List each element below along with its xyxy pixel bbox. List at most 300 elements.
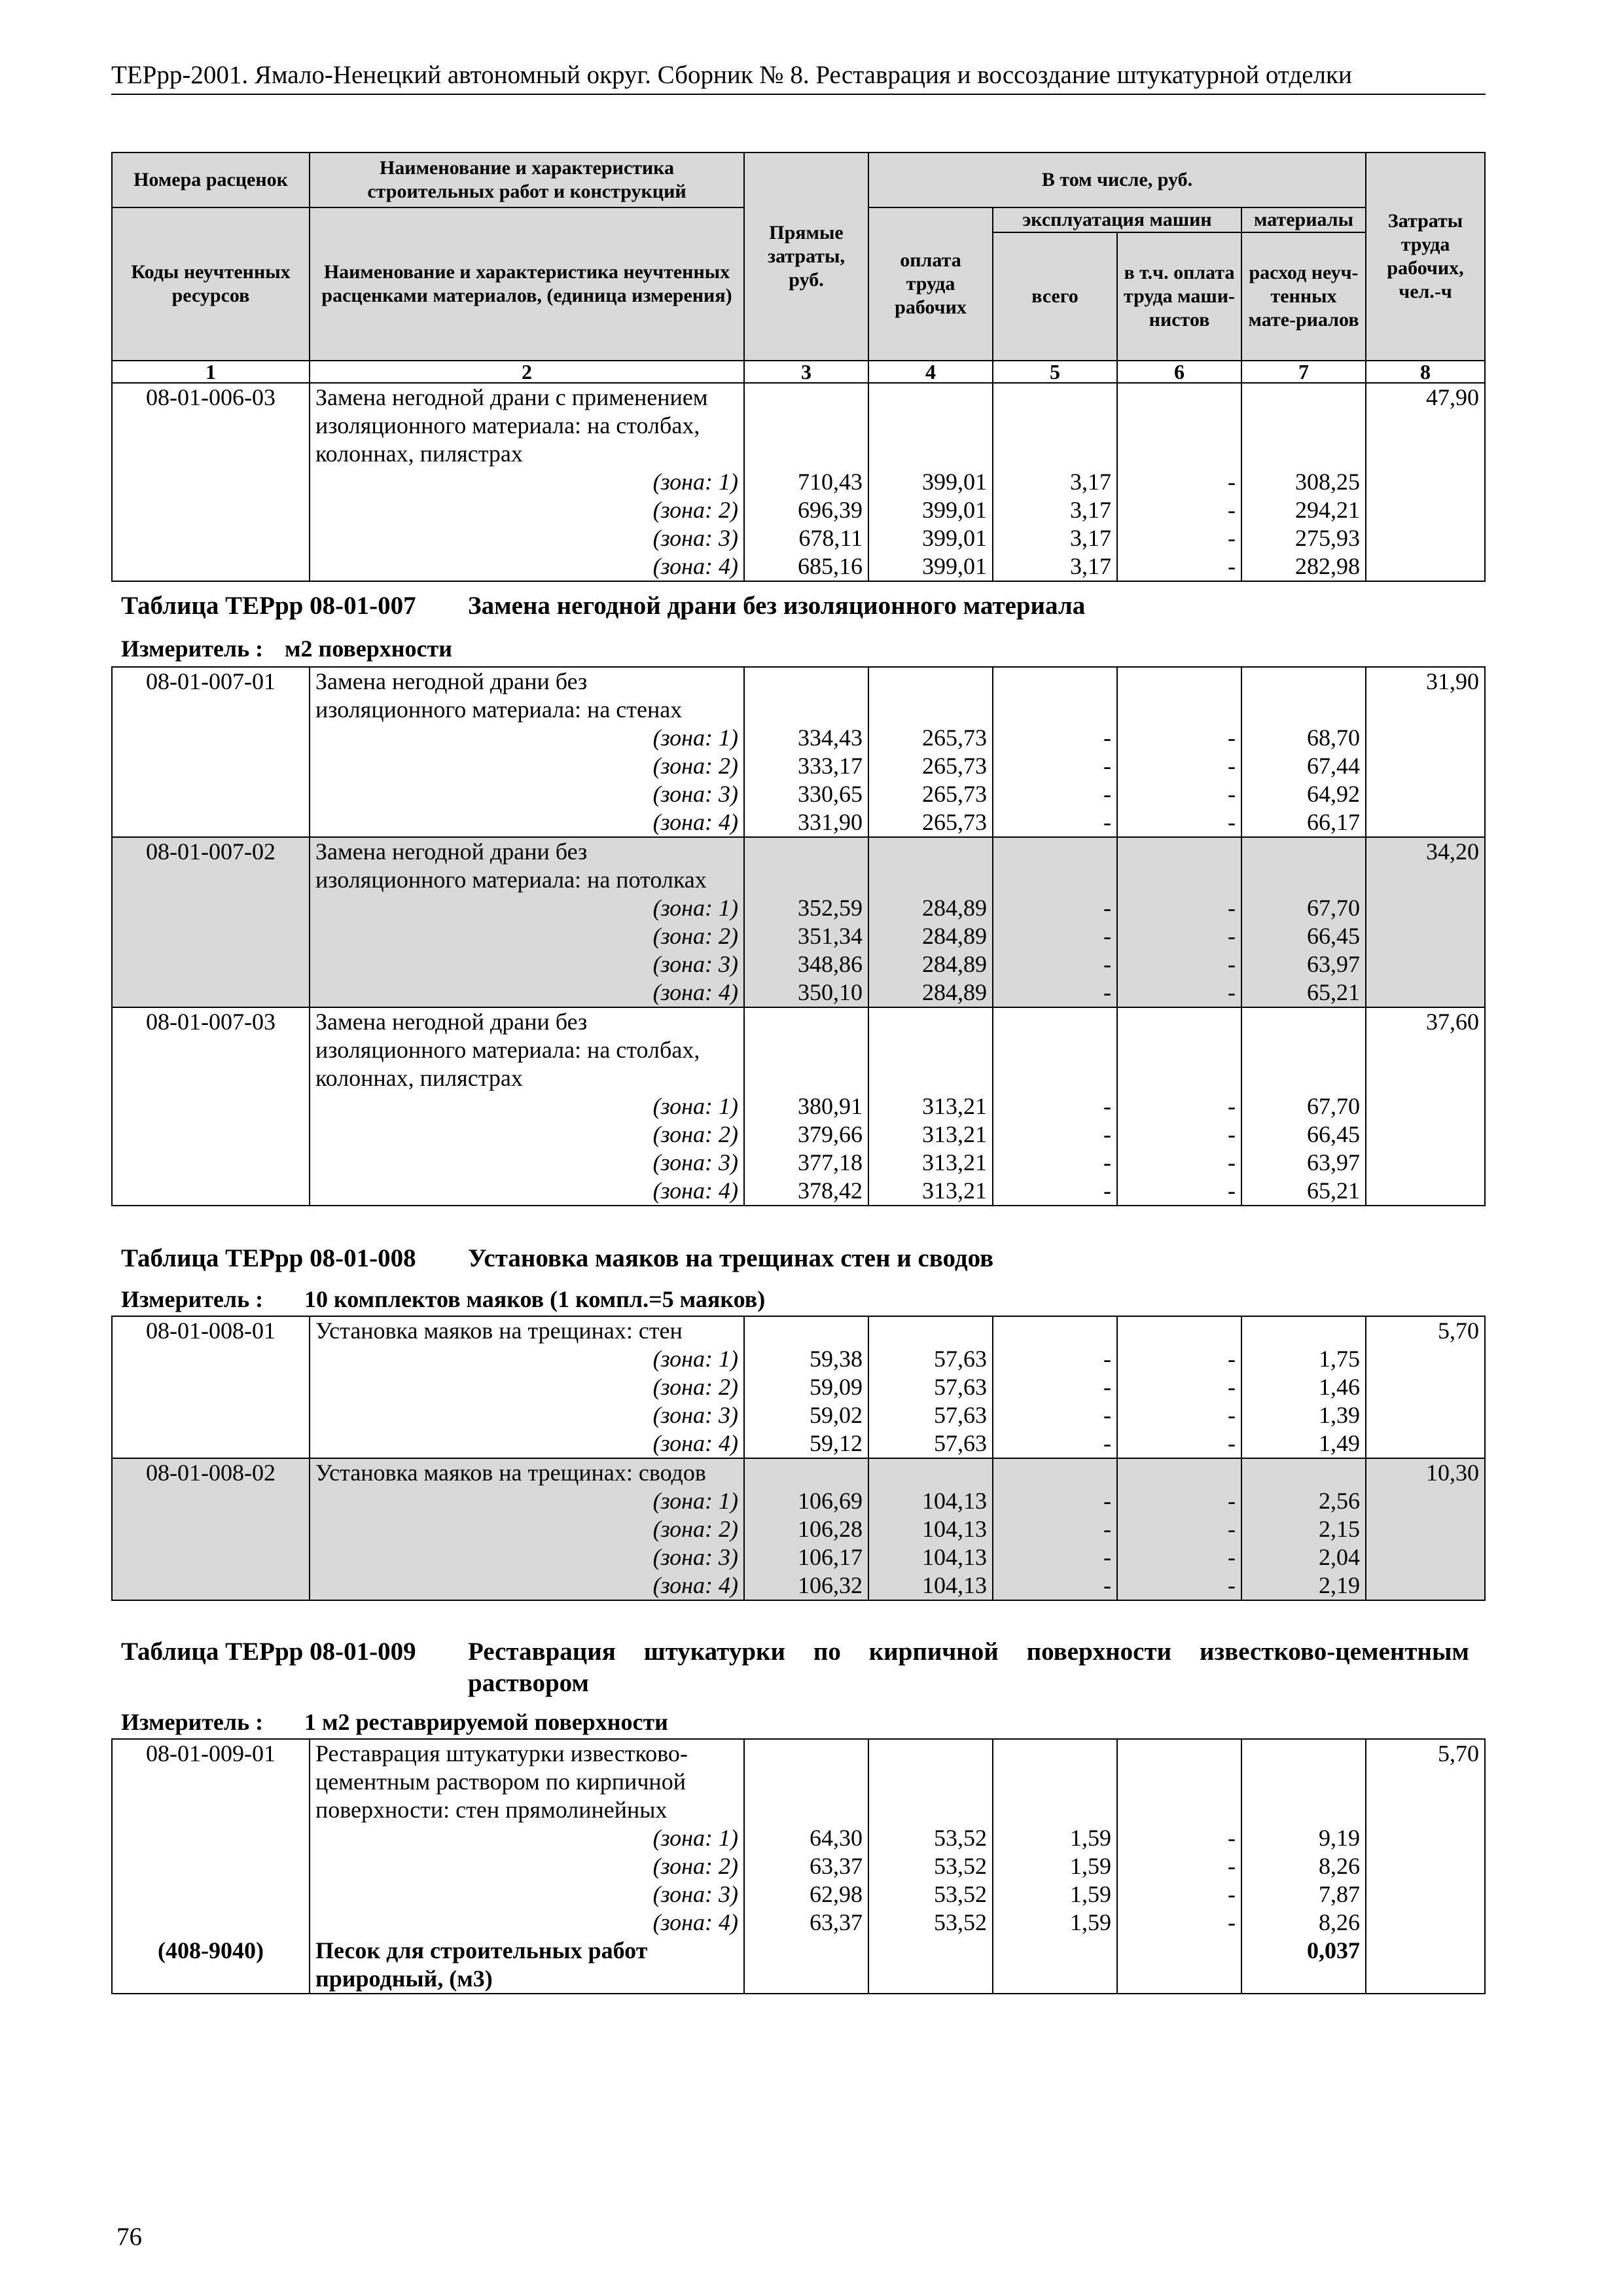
wages: 284,89 [868, 978, 993, 1007]
zone-row [112, 1373, 1485, 1401]
direct-cost: 106,17 [744, 1543, 868, 1571]
measure-unit: 1 м2 реставрируемой поверхности [304, 1709, 668, 1735]
empty-cell [112, 752, 310, 780]
empty-cell [112, 468, 310, 496]
materials-cost: 66,45 [1241, 922, 1366, 950]
direct-cost: 377,18 [744, 1149, 868, 1177]
zone-label: (зона: 1) [310, 468, 744, 496]
machine-total: - [993, 1345, 1117, 1373]
table-title-008 [121, 1244, 993, 1273]
zone-label: (зона: 3) [310, 950, 744, 978]
machine-total: - [993, 950, 1117, 978]
direct-cost: 63,37 [744, 1852, 868, 1880]
labor-cost: 31,90 [1366, 667, 1485, 724]
labor-cost: 5,70 [1366, 1739, 1485, 1824]
zone-label: (зона: 3) [310, 1149, 744, 1177]
empty-cell [1366, 1880, 1485, 1909]
direct-cost: 380,91 [744, 1092, 868, 1121]
empty-cell [112, 894, 310, 922]
direct-cost: 106,32 [744, 1571, 868, 1600]
table-title-007 [121, 591, 1085, 620]
zone-label: (зона: 2) [310, 1852, 744, 1880]
empty-cell [1366, 1149, 1485, 1177]
zone-row [112, 1880, 1485, 1909]
empty-cell [112, 808, 310, 837]
empty-cell [1241, 837, 1366, 894]
rate-code: 08-01-007-02 [112, 837, 310, 894]
table-title-009 [121, 1636, 1469, 1699]
wages: 313,21 [868, 1149, 993, 1177]
materials-cost: 64,92 [1241, 780, 1366, 808]
col-number: 6 [1117, 361, 1241, 383]
measure-label: Измеритель : [121, 636, 264, 662]
empty-cell [1366, 1487, 1485, 1515]
machinist-wages: - [1117, 1909, 1241, 1937]
empty-cell [1366, 1909, 1485, 1937]
empty-cell [1366, 808, 1485, 837]
rate-code: 08-01-006-03 [112, 383, 310, 468]
rate-code: 08-01-007-01 [112, 667, 310, 724]
rate-name: Замена негодной драни с применением изоляционного материала: на столбах, колоннах, пилястрах [310, 383, 744, 468]
table-body [112, 1316, 1485, 1600]
empty-cell [868, 1937, 993, 1994]
zone-row [112, 468, 1485, 496]
labor-cost: 37,60 [1366, 1007, 1485, 1092]
table-header [112, 152, 1485, 383]
empty-cell [993, 1937, 1117, 1994]
header-materials: материалы [1241, 207, 1366, 232]
wages: 284,89 [868, 950, 993, 978]
empty-cell [1366, 894, 1485, 922]
direct-cost: 685,16 [744, 552, 868, 581]
machinist-wages: - [1117, 496, 1241, 524]
materials-cost: 68,70 [1241, 724, 1366, 752]
machinist-wages: - [1117, 724, 1241, 752]
machine-total: 1,59 [993, 1852, 1117, 1880]
machinist-wages: - [1117, 808, 1241, 837]
machinist-wages: - [1117, 1345, 1241, 1373]
machinist-wages: - [1117, 752, 1241, 780]
zone-row [112, 496, 1485, 524]
header-total: всего [993, 232, 1117, 361]
empty-cell [1241, 1739, 1366, 1824]
zone-row [112, 1177, 1485, 1206]
empty-cell [112, 1515, 310, 1543]
empty-cell [112, 1880, 310, 1909]
machinist-wages: - [1117, 1121, 1241, 1149]
wages: 53,52 [868, 1909, 993, 1937]
machine-total: - [993, 894, 1117, 922]
col-number: 3 [744, 361, 868, 383]
table-id: Таблица ТЕРрр 08-01-007 [121, 592, 416, 620]
empty-cell [1366, 1121, 1485, 1149]
machinist-wages: - [1117, 1880, 1241, 1909]
direct-cost: 696,39 [744, 496, 868, 524]
empty-cell [1366, 1824, 1485, 1852]
rate-name: Реставрация штукатурки известково-цементным раствором по кирпичной поверхности: стен прямолинейных [310, 1739, 744, 1824]
empty-cell [1366, 552, 1485, 581]
empty-cell [1117, 837, 1241, 894]
direct-cost: 106,28 [744, 1515, 868, 1543]
zone-row [112, 950, 1485, 978]
table-title: Замена негодной драни без изоляционного материала [468, 592, 1086, 620]
col-number: 5 [993, 361, 1117, 383]
empty-cell [1366, 1937, 1485, 1994]
wages: 313,21 [868, 1092, 993, 1121]
empty-cell [993, 383, 1117, 468]
machine-total: - [993, 1373, 1117, 1401]
zone-label: (зона: 1) [310, 1824, 744, 1852]
col-number: 8 [1366, 361, 1485, 383]
wages: 104,13 [868, 1571, 993, 1600]
zone-label: (зона: 1) [310, 724, 744, 752]
empty-cell [1241, 383, 1366, 468]
direct-cost: 59,12 [744, 1429, 868, 1458]
col-number: 4 [868, 361, 993, 383]
wages: 57,63 [868, 1373, 993, 1401]
empty-cell [993, 837, 1117, 894]
header-including: В том числе, руб. [868, 152, 1366, 207]
rate-name: Замена негодной драни без изоляционного материала: на потолках [310, 837, 744, 894]
measure-label: Измеритель : [121, 1286, 264, 1312]
zone-row [112, 1515, 1485, 1543]
materials-cost: 67,70 [1241, 1092, 1366, 1121]
empty-cell [1366, 1429, 1485, 1458]
empty-cell [1241, 1458, 1366, 1487]
materials-cost: 1,39 [1241, 1401, 1366, 1429]
zone-label: (зона: 2) [310, 1515, 744, 1543]
zone-row [112, 894, 1485, 922]
machinist-wages: - [1117, 1571, 1241, 1600]
wages: 265,73 [868, 752, 993, 780]
empty-cell [744, 1458, 868, 1487]
header-work-name: Наименование и характеристика строительных работ и конструкций [310, 152, 744, 207]
machinist-wages: - [1117, 922, 1241, 950]
zone-label: (зона: 4) [310, 1909, 744, 1937]
direct-cost: 330,65 [744, 780, 868, 808]
rate-code: 08-01-008-02 [112, 1458, 310, 1487]
empty-cell [112, 1345, 310, 1373]
zone-row [112, 1149, 1485, 1177]
measure-unit: м2 поверхности [285, 636, 452, 662]
direct-cost: 678,11 [744, 524, 868, 552]
zone-label: (зона: 1) [310, 894, 744, 922]
materials-cost: 1,75 [1241, 1345, 1366, 1373]
machinist-wages: - [1117, 524, 1241, 552]
zone-label: (зона: 2) [310, 752, 744, 780]
empty-cell [112, 1852, 310, 1880]
empty-cell [112, 524, 310, 552]
table-body [112, 667, 1485, 1206]
rate-name: Установка маяков на трещинах: стен [310, 1316, 744, 1345]
page-header: ТЕРрр-2001. Ямало-Ненецкий автономный округ. Сборник № 8. Реставрация и воссоздание штукатурной отделки [111, 60, 1486, 95]
materials-cost: 66,17 [1241, 808, 1366, 837]
direct-cost: 59,02 [744, 1401, 868, 1429]
materials-cost: 2,04 [1241, 1543, 1366, 1571]
empty-cell [112, 1543, 310, 1571]
machinist-wages: - [1117, 950, 1241, 978]
empty-cell [993, 667, 1117, 724]
empty-cell [1117, 1316, 1241, 1345]
zone-label: (зона: 3) [310, 1880, 744, 1909]
materials-cost: 63,97 [1241, 1149, 1366, 1177]
empty-cell [744, 667, 868, 724]
direct-cost: 350,10 [744, 978, 868, 1007]
header-materials-name: Наименование и характеристика неучтенных расценками материалов, (единица измерения) [310, 207, 744, 361]
empty-cell [112, 496, 310, 524]
table-body [112, 383, 1485, 581]
measure-label: Измеритель : [121, 1709, 264, 1735]
wages: 104,13 [868, 1543, 993, 1571]
materials-cost: 294,21 [1241, 496, 1366, 524]
zone-row [112, 1121, 1485, 1149]
direct-cost: 331,90 [744, 808, 868, 837]
empty-cell [112, 1092, 310, 1121]
empty-cell [112, 922, 310, 950]
rate-row [112, 837, 1485, 894]
table-body [112, 1739, 1485, 1994]
wages: 399,01 [868, 552, 993, 581]
empty-cell [112, 1571, 310, 1600]
zone-label: (зона: 2) [310, 496, 744, 524]
direct-cost: 351,34 [744, 922, 868, 950]
resource-qty: 0,037 [1241, 1937, 1366, 1994]
machinist-wages: - [1117, 1487, 1241, 1515]
wages: 53,52 [868, 1880, 993, 1909]
empty-cell [112, 1121, 310, 1149]
wages: 104,13 [868, 1487, 993, 1515]
empty-cell [112, 780, 310, 808]
materials-cost: 63,97 [1241, 950, 1366, 978]
empty-cell [993, 1458, 1117, 1487]
empty-cell [1117, 1937, 1241, 1994]
empty-cell [112, 1177, 310, 1206]
materials-cost: 8,26 [1241, 1909, 1366, 1937]
machine-total: 3,17 [993, 552, 1117, 581]
direct-cost: 334,43 [744, 724, 868, 752]
empty-cell [112, 1401, 310, 1429]
resource-name: Песок для строительных работ природный, (м3) [310, 1937, 744, 1994]
direct-cost: 379,66 [744, 1121, 868, 1149]
zone-row [112, 780, 1485, 808]
wages: 57,63 [868, 1345, 993, 1373]
empty-cell [868, 1316, 993, 1345]
zone-label: (зона: 3) [310, 1401, 744, 1429]
zone-row [112, 1092, 1485, 1121]
machine-total: - [993, 1515, 1117, 1543]
rates-table-008 [111, 1316, 1486, 1601]
direct-cost: 710,43 [744, 468, 868, 496]
machinist-wages: - [1117, 1543, 1241, 1571]
wages: 399,01 [868, 524, 993, 552]
wages: 53,52 [868, 1852, 993, 1880]
direct-cost: 378,42 [744, 1177, 868, 1206]
zone-label: (зона: 2) [310, 1121, 744, 1149]
empty-cell [1241, 1007, 1366, 1092]
header-incl-machinist-wages: в т.ч. оплата труда маши-нистов [1117, 232, 1241, 361]
rate-name: Установка маяков на трещинах: сводов [310, 1458, 744, 1487]
table-title: Реставрация штукатурки по кирпичной поверхности известково-цементным раствором [468, 1638, 1469, 1697]
wages: 313,21 [868, 1121, 993, 1149]
empty-cell [1366, 1515, 1485, 1543]
empty-cell [1366, 950, 1485, 978]
empty-cell [1366, 1373, 1485, 1401]
zone-label: (зона: 4) [310, 552, 744, 581]
zone-row [112, 724, 1485, 752]
measure-009 [121, 1708, 668, 1736]
materials-cost: 275,93 [1241, 524, 1366, 552]
machinist-wages: - [1117, 894, 1241, 922]
empty-cell [868, 667, 993, 724]
rate-code: 08-01-007-03 [112, 1007, 310, 1092]
machinist-wages: - [1117, 780, 1241, 808]
materials-cost: 8,26 [1241, 1852, 1366, 1880]
empty-cell [1117, 383, 1241, 468]
rate-code: 08-01-008-01 [112, 1316, 310, 1345]
zone-label: (зона: 4) [310, 1429, 744, 1458]
wages: 265,73 [868, 724, 993, 752]
rate-row [112, 383, 1485, 468]
measure-unit: 10 комплектов маяков (1 компл.=5 маяков) [304, 1286, 766, 1312]
rate-row [112, 667, 1485, 724]
resource-code: (408-9040) [112, 1937, 310, 1994]
empty-cell [112, 978, 310, 1007]
zone-label: (зона: 3) [310, 1543, 744, 1571]
empty-cell [744, 1316, 868, 1345]
empty-cell [1366, 1852, 1485, 1880]
machinist-wages: - [1117, 1852, 1241, 1880]
col-number: 2 [310, 361, 744, 383]
machine-total: - [993, 922, 1117, 950]
direct-cost: 59,38 [744, 1345, 868, 1373]
zone-label: (зона: 1) [310, 1487, 744, 1515]
machinist-wages: - [1117, 978, 1241, 1007]
labor-cost: 47,90 [1366, 383, 1485, 468]
direct-cost: 64,30 [744, 1824, 868, 1852]
zone-row [112, 978, 1485, 1007]
zone-label: (зона: 2) [310, 922, 744, 950]
wages: 104,13 [868, 1515, 993, 1543]
materials-cost: 7,87 [1241, 1880, 1366, 1909]
machine-total: 1,59 [993, 1880, 1117, 1909]
empty-cell [1366, 1345, 1485, 1373]
machine-total: - [993, 978, 1117, 1007]
direct-cost: 63,37 [744, 1909, 868, 1937]
empty-cell [1366, 1177, 1485, 1206]
materials-cost: 67,70 [1241, 894, 1366, 922]
empty-cell [1366, 468, 1485, 496]
materials-cost: 1,49 [1241, 1429, 1366, 1458]
empty-cell [1117, 1739, 1241, 1824]
labor-cost: 10,30 [1366, 1458, 1485, 1487]
zone-row [112, 1543, 1485, 1571]
zone-label: (зона: 3) [310, 780, 744, 808]
empty-cell [112, 1149, 310, 1177]
zone-row [112, 1487, 1485, 1515]
zone-row [112, 1401, 1485, 1429]
header-labor-cost: Затраты труда рабочих, чел.-ч [1366, 152, 1485, 361]
empty-cell [112, 1429, 310, 1458]
direct-cost: 333,17 [744, 752, 868, 780]
materials-cost: 308,25 [1241, 468, 1366, 496]
rates-table-007 [111, 666, 1486, 1206]
rate-code: 08-01-009-01 [112, 1739, 310, 1824]
wages: 265,73 [868, 780, 993, 808]
machine-total: - [993, 1487, 1117, 1515]
zone-row [112, 552, 1485, 581]
empty-cell [868, 1458, 993, 1487]
empty-cell [868, 837, 993, 894]
wages: 53,52 [868, 1824, 993, 1852]
empty-cell [868, 1739, 993, 1824]
zone-row [112, 1429, 1485, 1458]
zone-row [112, 1571, 1485, 1600]
machine-total: - [993, 1149, 1117, 1177]
direct-cost: 348,86 [744, 950, 868, 978]
header-machine-operation: эксплуатация машин [993, 207, 1241, 232]
empty-cell [1366, 496, 1485, 524]
empty-cell [868, 1007, 993, 1092]
empty-cell [112, 1824, 310, 1852]
labor-cost: 34,20 [1366, 837, 1485, 894]
zone-row [112, 1909, 1485, 1937]
direct-cost: 62,98 [744, 1880, 868, 1909]
wages: 57,63 [868, 1401, 993, 1429]
header-direct-costs: Прямые затраты, руб. [744, 152, 868, 361]
empty-cell [868, 383, 993, 468]
rate-name: Замена негодной драни без изоляционного материала: на стенах [310, 667, 744, 724]
empty-cell [112, 1373, 310, 1401]
empty-cell [1366, 1543, 1485, 1571]
machinist-wages: - [1117, 1429, 1241, 1458]
machinist-wages: - [1117, 1824, 1241, 1852]
table-id: Таблица ТЕРрр 08-01-009 [121, 1638, 416, 1666]
machine-total: - [993, 1571, 1117, 1600]
empty-cell [112, 1909, 310, 1937]
empty-cell [744, 837, 868, 894]
empty-cell [1366, 922, 1485, 950]
rate-row [112, 1007, 1485, 1092]
machinist-wages: - [1117, 1149, 1241, 1177]
zone-label: (зона: 3) [310, 524, 744, 552]
header-resource-codes: Коды неучтенных ресурсов [112, 207, 310, 361]
machinist-wages: - [1117, 552, 1241, 581]
direct-cost: 352,59 [744, 894, 868, 922]
table-id: Таблица ТЕРрр 08-01-008 [121, 1244, 416, 1272]
empty-cell [744, 1007, 868, 1092]
machine-total: 3,17 [993, 468, 1117, 496]
labor-cost: 5,70 [1366, 1316, 1485, 1345]
direct-cost: 106,69 [744, 1487, 868, 1515]
empty-cell [112, 950, 310, 978]
rate-row [112, 1458, 1485, 1487]
machinist-wages: - [1117, 1515, 1241, 1543]
zone-row [112, 1852, 1485, 1880]
zone-label: (зона: 2) [310, 1373, 744, 1401]
machine-total: - [993, 1092, 1117, 1121]
header-unaccounted-materials: расход неуч-тенных мате-риалов [1241, 232, 1366, 361]
rate-row [112, 1316, 1485, 1345]
table-title: Установка маяков на трещинах стен и сводов [468, 1244, 994, 1272]
empty-cell [112, 724, 310, 752]
machine-total: - [993, 1121, 1117, 1149]
materials-cost: 65,21 [1241, 978, 1366, 1007]
wages: 57,63 [868, 1429, 993, 1458]
materials-cost: 9,19 [1241, 1824, 1366, 1852]
wages: 284,89 [868, 894, 993, 922]
machine-total: 1,59 [993, 1909, 1117, 1937]
zone-label: (зона: 4) [310, 808, 744, 837]
